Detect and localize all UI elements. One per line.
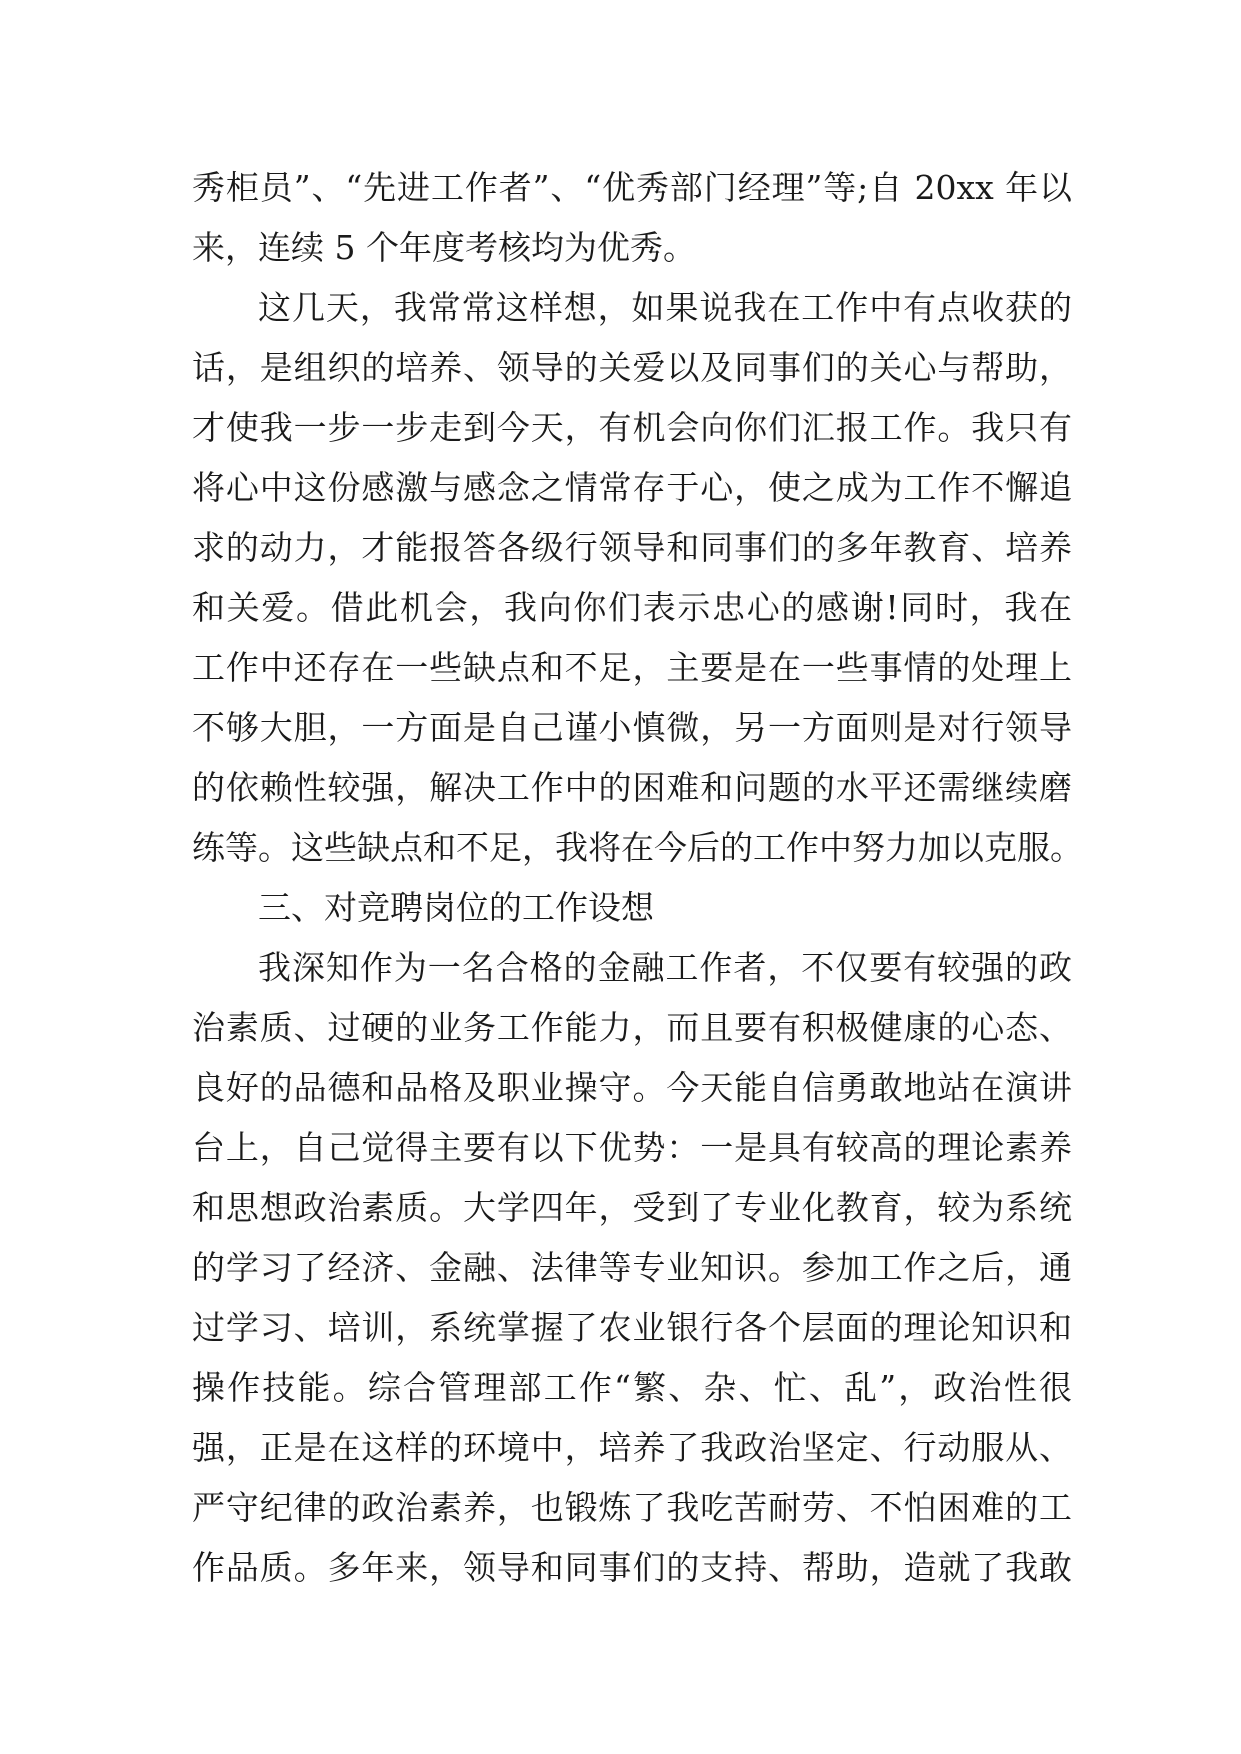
document-body xyxy=(192,158,1083,1598)
text-line: 求的动力，才能报答各级行领导和同事们的多年教育、培养 xyxy=(192,528,1072,567)
text-line: 的学习了经济、金融、法律等专业知识。参加工作之后，通 xyxy=(192,1248,1072,1287)
paragraph-first-line: 这几天，我常常这样想，如果说我在工作中有点收获的 xyxy=(258,288,1072,327)
text-line: 秀柜员”、“先进工作者”、“优秀部门经理”等;自 20xx 年以 xyxy=(192,168,1072,207)
text-line: 良好的品德和品格及职业操守。今天能自信勇敢地站在演讲 xyxy=(192,1068,1072,1107)
text-line: 操作技能。综合管理部工作“繁、杂、忙、乱”，政治性很 xyxy=(192,1368,1072,1407)
text-line: 来，连续 5 个年度考核均为优秀。 xyxy=(192,228,696,267)
text-line: 话，是组织的培养、领导的关爱以及同事们的关心与帮助， xyxy=(192,348,1072,387)
text-line: 过学习、培训，系统掌握了农业银行各个层面的理论知识和 xyxy=(192,1308,1072,1347)
text-line: 和关爱。借此机会，我向你们表示忠心的感谢!同时，我在 xyxy=(192,588,1072,627)
section-heading: 三、对竞聘岗位的工作设想 xyxy=(258,888,654,927)
text-line: 不够大胆，一方面是自己谨小慎微，另一方面则是对行领导 xyxy=(192,708,1072,747)
text-line: 和思想政治素质。大学四年，受到了专业化教育，较为系统 xyxy=(192,1188,1072,1227)
text-line: 工作中还存在一些缺点和不足，主要是在一些事情的处理上 xyxy=(192,648,1072,687)
text-line: 才使我一步一步走到今天，有机会向你们汇报工作。我只有 xyxy=(192,408,1072,447)
text-line: 台上，自己觉得主要有以下优势：一是具有较高的理论素养 xyxy=(192,1128,1072,1167)
text-line: 将心中这份感激与感念之情常存于心，使之成为工作不懈追 xyxy=(192,468,1072,507)
text-line: 强，正是在这样的环境中，培养了我政治坚定、行动服从、 xyxy=(192,1428,1072,1467)
text-line: 作品质。多年来，领导和同事们的支持、帮助，造就了我敢 xyxy=(192,1548,1072,1587)
text-line: 严守纪律的政治素养，也锻炼了我吃苦耐劳、不怕困难的工 xyxy=(192,1488,1072,1527)
text-line: 治素质、过硬的业务工作能力，而且要有积极健康的心态、 xyxy=(192,1008,1072,1047)
text-line: 的依赖性较强，解决工作中的困难和问题的水平还需继续磨 xyxy=(192,768,1072,807)
text-line: 练等。这些缺点和不足，我将在今后的工作中努力加以克服。 xyxy=(192,828,1083,867)
paragraph-first-line: 我深知作为一名合格的金融工作者，不仅要有较强的政 xyxy=(258,948,1072,987)
